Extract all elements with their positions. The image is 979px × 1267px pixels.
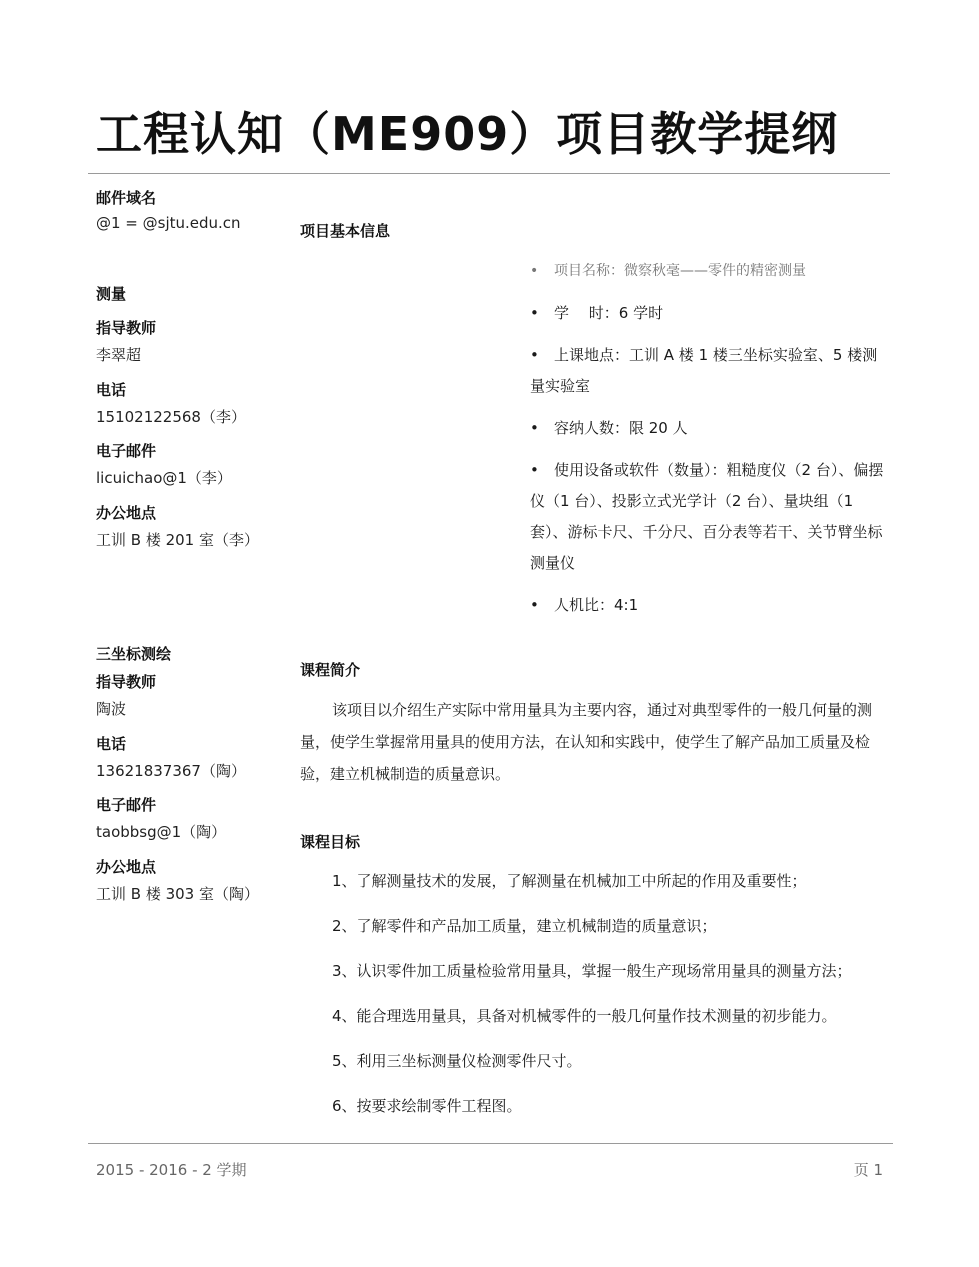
group1-office-label: 办公地点 <box>96 504 157 522</box>
group2-teacher-label: 指导教师 <box>96 673 157 691</box>
goal-item: 4、能合理选用量具，具备对机械零件的一般几何量作技术测量的初步能力。 <box>332 1007 837 1025</box>
goal-item: 1、了解测量技术的发展，了解测量在机械加工中所起的作用及重要性； <box>332 872 807 890</box>
email-domain-label: 邮件域名 <box>96 189 157 207</box>
bullet-icon: • <box>530 346 539 364</box>
info-item <box>530 298 885 329</box>
email-domain-value: @1 = @sjtu.edu.cn <box>96 214 241 232</box>
goals-heading: 课程目标 <box>300 833 361 851</box>
group1-office: 工训 B 楼 201 室（李） <box>96 531 259 549</box>
group1-email: licuichao@1（李） <box>96 469 232 487</box>
goal-item: 2、了解零件和产品加工质量，建立机械制造的质量意识； <box>332 917 717 935</box>
intro-paragraph: 该项目以介绍生产实际中常用量具为主要内容，通过对典型零件的一般几何量的测量，使学生掌握常用量具的使用方法，在认知和实践中，使学生了解产品加工质量及检验，建立机械制造的质量意识。 <box>300 701 873 783</box>
info-item-text: 容纳人数：限 20 人 <box>554 419 688 437</box>
info-list <box>530 256 885 632</box>
group2-office: 工训 B 楼 303 室（陶） <box>96 885 259 903</box>
group2-phone-label: 电话 <box>96 735 127 753</box>
intro-heading: 课程简介 <box>300 661 361 679</box>
info-item <box>530 455 885 579</box>
group1-teacher: 李翠超 <box>96 346 142 364</box>
footer-divider <box>88 1143 893 1144</box>
bullet-icon: • <box>530 304 539 322</box>
info-item <box>530 413 885 444</box>
group1-phone: 15102122568（李） <box>96 408 246 426</box>
bullet-icon: • <box>530 419 539 437</box>
footer-page-number: 页 1 <box>853 1161 883 1179</box>
info-item <box>530 256 885 287</box>
goal-item: 3、认识零件加工质量检验常用量具，掌握一般生产现场常用量具的测量方法； <box>332 962 852 980</box>
info-item-text: 学 时：6 学时 <box>554 304 664 322</box>
group1-title: 测量 <box>96 285 127 303</box>
group2-office-label: 办公地点 <box>96 858 157 876</box>
document-title: 工程认知（ME909）项目教学提纲 <box>96 107 839 161</box>
group2-teacher: 陶波 <box>96 700 127 718</box>
goals-list <box>332 866 892 1136</box>
goal-item: 5、利用三坐标测量仪检测零件尺寸。 <box>332 1052 582 1070</box>
goal-item: 6、按要求绘制零件工程图。 <box>332 1097 522 1115</box>
group1-email-label: 电子邮件 <box>96 442 157 460</box>
bullet-icon: • <box>530 596 539 614</box>
info-item-text: 人机比：4:1 <box>554 596 639 614</box>
info-heading: 项目基本信息 <box>300 222 391 240</box>
footer-term: 2015 - 2016 - 2 学期 <box>96 1161 247 1179</box>
bullet-icon: • <box>530 263 539 279</box>
info-item-text: 上课地点：工训 A 楼 1 楼三坐标实验室、5 楼测量实验室 <box>530 346 878 395</box>
group2-title: 三坐标测绘 <box>96 645 172 663</box>
info-item <box>530 590 885 621</box>
title-divider <box>88 173 890 174</box>
group1-teacher-label: 指导教师 <box>96 319 157 337</box>
info-item-text: 使用设备或软件（数量）：粗糙度仪（2 台）、偏摆仪（1 台）、投影立式光学计（2 台）、量块组（1 套）、游标卡尺、千分尺、百分表等若干、关节臂坐标测量仪 <box>530 461 884 572</box>
group2-phone: 13621837367（陶） <box>96 762 246 780</box>
info-item-text: 项目名称：微察秋毫——零件的精密测量 <box>554 263 806 279</box>
bullet-icon: • <box>530 461 539 479</box>
group1-phone-label: 电话 <box>96 381 127 399</box>
info-item <box>530 340 885 402</box>
group2-email: taobbsg@1（陶） <box>96 823 227 841</box>
group2-email-label: 电子邮件 <box>96 796 157 814</box>
